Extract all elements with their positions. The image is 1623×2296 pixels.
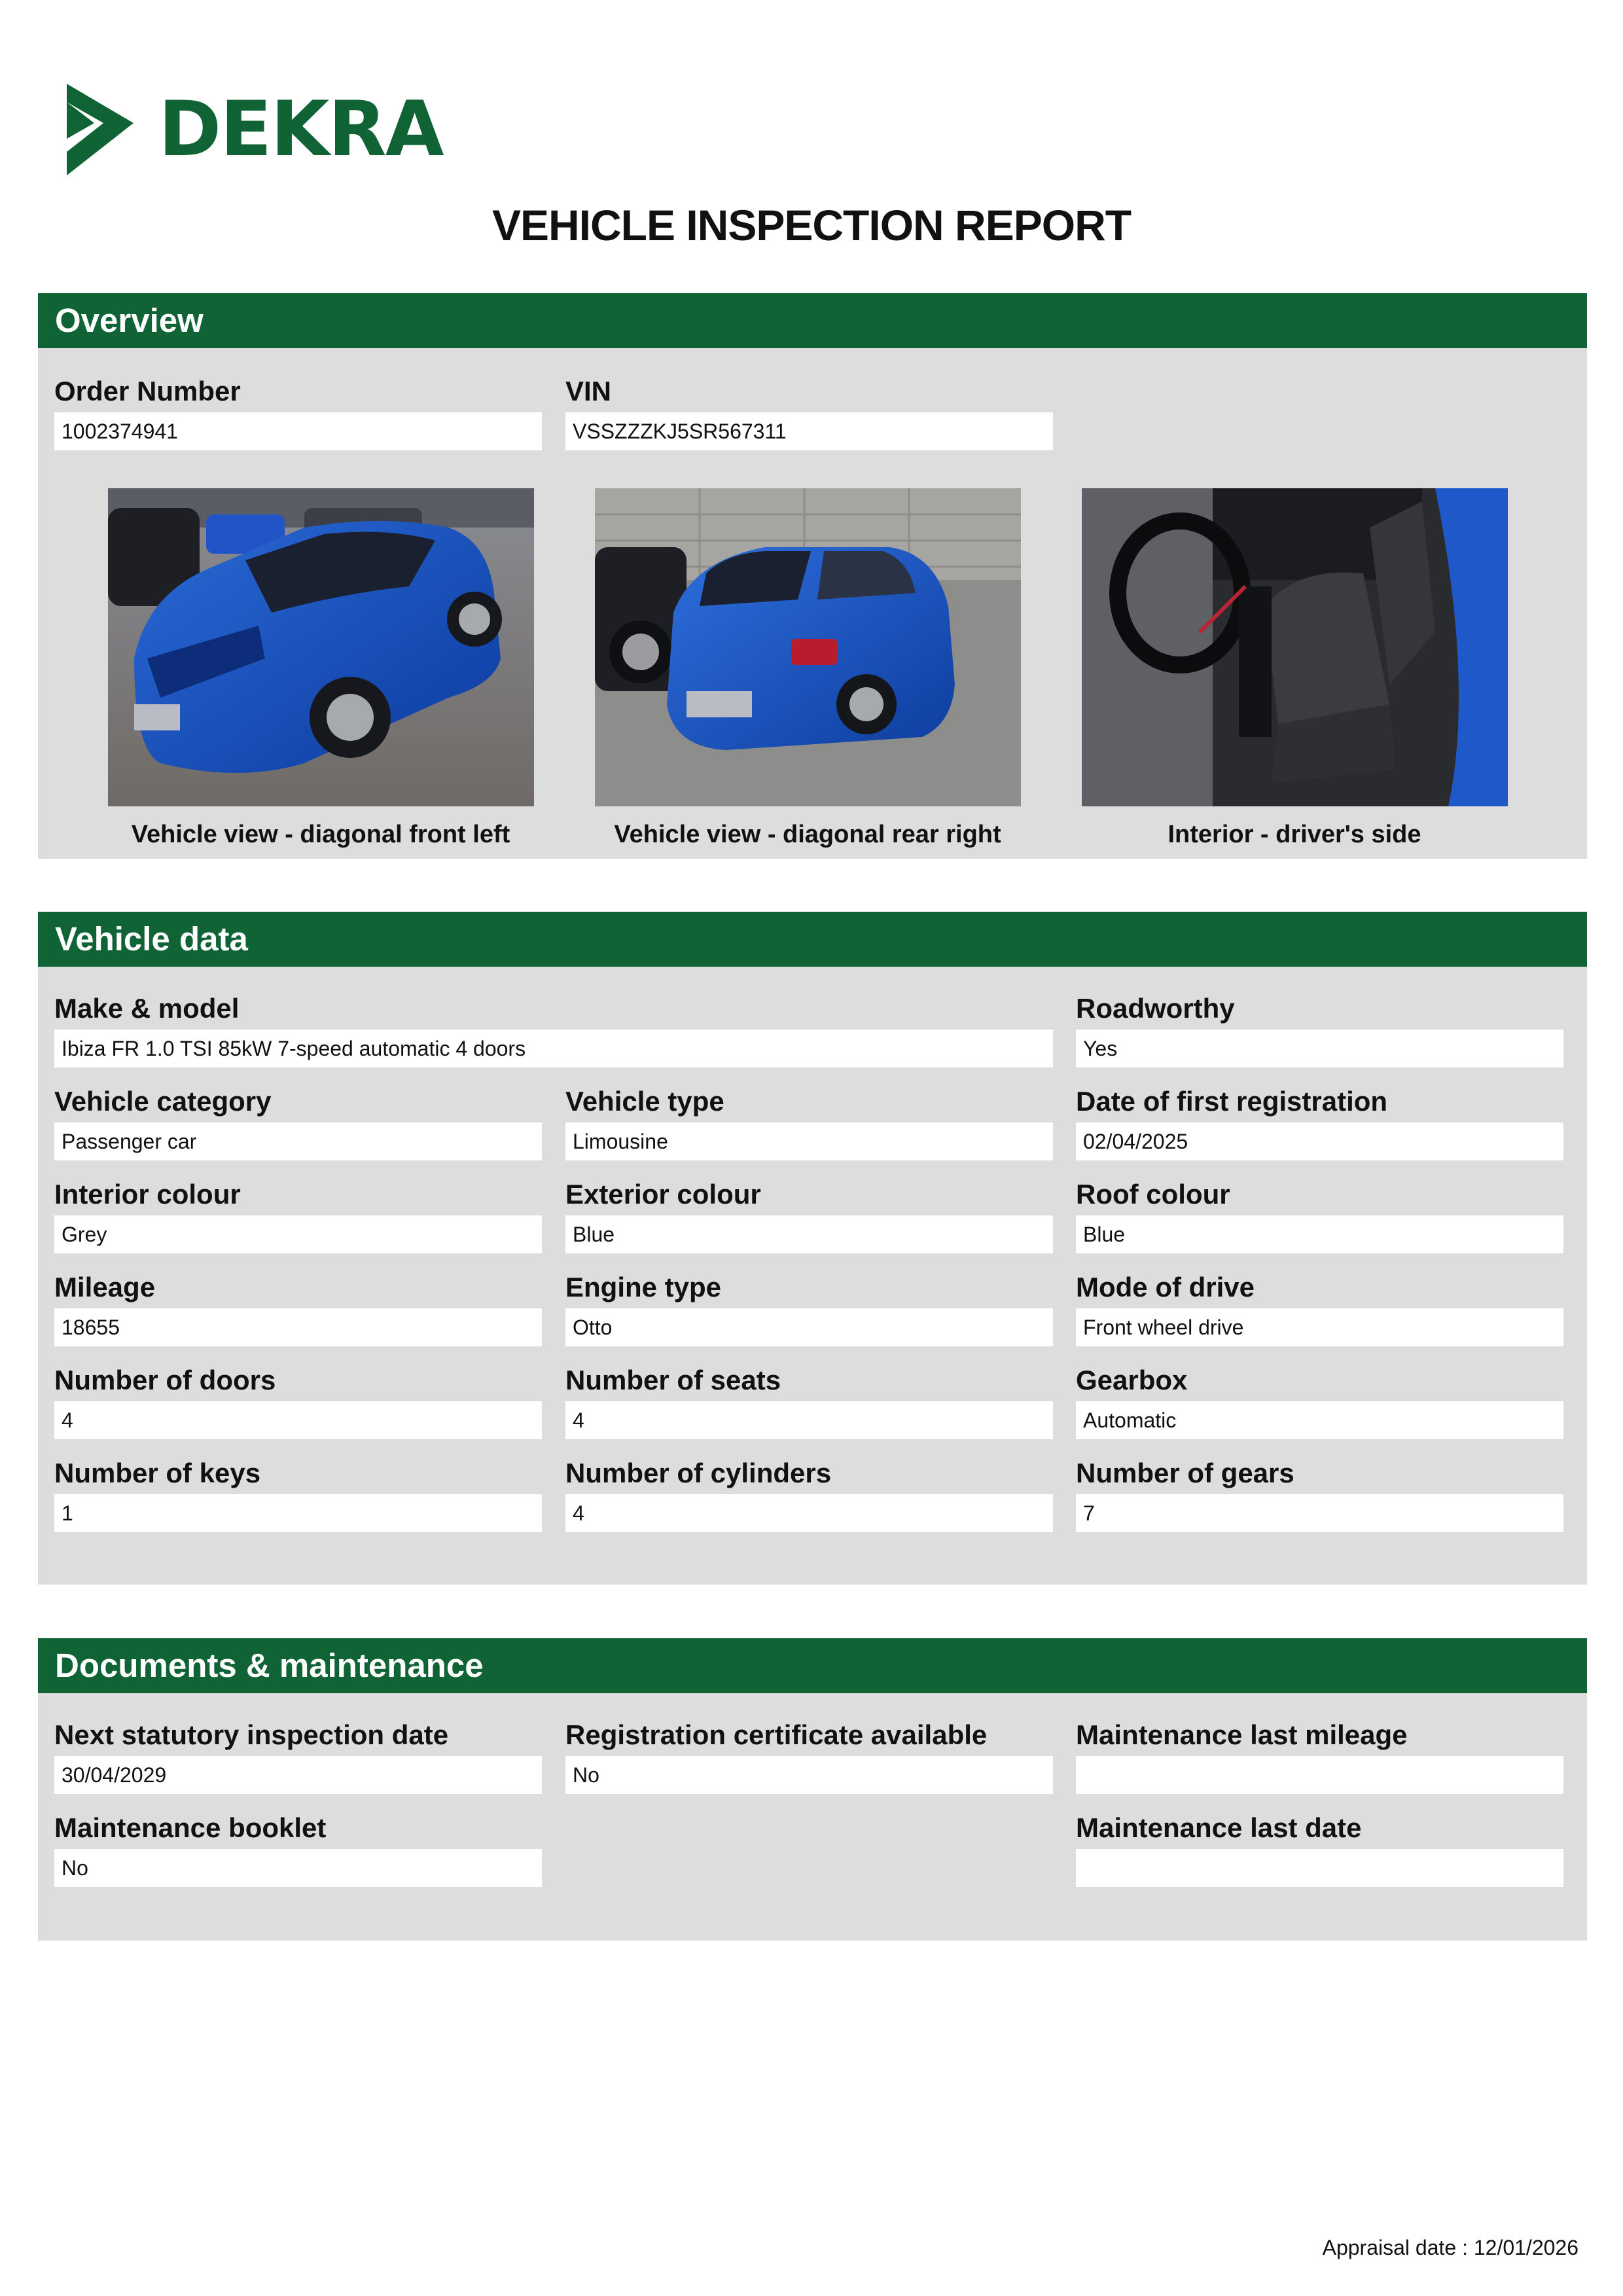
registration-certificate-label: Registration certificate available	[565, 1719, 988, 1750]
mileage-value: 18655	[54, 1308, 542, 1346]
photo-front-left-caption: Vehicle view - diagonal front left	[131, 821, 510, 848]
maintenance-last-mileage-label: Maintenance last mileage	[1076, 1719, 1408, 1750]
photo-rear-right-caption: Vehicle view - diagonal rear right	[614, 821, 1001, 848]
make-model-value: Ibiza FR 1.0 TSI 85kW 7-speed automatic 4 doors	[54, 1030, 1053, 1067]
make-model-label: Make & model	[54, 993, 240, 1024]
engine-type-value: Otto	[565, 1308, 1053, 1346]
engine-type-field	[565, 1270, 1053, 1346]
document-title: VEHICLE INSPECTION REPORT	[491, 201, 1132, 249]
number-of-gears-label: Number of gears	[1076, 1458, 1294, 1488]
number-of-doors-value: 4	[54, 1401, 542, 1439]
mode-of-drive-field	[1076, 1270, 1563, 1346]
vin-field	[565, 374, 1053, 450]
photo-interior	[1082, 488, 1508, 806]
first-registration-field	[1076, 1085, 1563, 1160]
make-model-field	[54, 992, 1053, 1067]
roadworthy-value: Yes	[1076, 1030, 1563, 1067]
documents-header: Documents & maintenance	[38, 1638, 1587, 1693]
exterior-colour-label: Exterior colour	[565, 1179, 761, 1210]
maintenance-booklet-label: Maintenance booklet	[54, 1812, 327, 1843]
documents-section	[38, 1638, 1587, 1941]
number-of-cylinders-field	[565, 1456, 1053, 1532]
vehicle-data-section	[38, 912, 1587, 1585]
next-inspection-value: 30/04/2029	[54, 1756, 542, 1794]
photo-rear-right	[595, 488, 1021, 806]
maintenance-booklet-value: No	[54, 1849, 542, 1887]
number-of-gears-value: 7	[1076, 1494, 1563, 1532]
vehicle-category-field	[54, 1085, 542, 1160]
registration-certificate-field	[565, 1718, 1053, 1794]
number-of-doors-field	[54, 1363, 542, 1439]
roof-colour-field	[1076, 1177, 1563, 1253]
maintenance-last-date-label: Maintenance last date	[1076, 1812, 1362, 1843]
roadworthy-label: Roadworthy	[1076, 993, 1235, 1024]
appraisal-date: Appraisal date : 12/01/2026	[1322, 2236, 1578, 2259]
gearbox-value: Automatic	[1076, 1401, 1563, 1439]
vehicle-type-field	[565, 1085, 1053, 1160]
order-number-value: 1002374941	[54, 412, 542, 450]
next-inspection-field	[54, 1718, 542, 1794]
mileage-field	[54, 1270, 542, 1346]
maintenance-last-mileage-value	[1076, 1756, 1563, 1794]
number-of-cylinders-value: 4	[565, 1494, 1053, 1532]
gearbox-field	[1076, 1363, 1563, 1439]
dekra-logo-text: DEKRA	[158, 85, 443, 173]
engine-type-label: Engine type	[565, 1272, 722, 1302]
number-of-gears-field	[1076, 1456, 1563, 1532]
vehicle-type-label: Vehicle type	[565, 1086, 724, 1117]
order-number-field	[54, 374, 542, 450]
overview-section	[38, 293, 1587, 859]
gearbox-label: Gearbox	[1076, 1365, 1188, 1395]
exterior-colour-field	[565, 1177, 1053, 1253]
dekra-logo	[60, 84, 443, 175]
number-of-keys-value: 1	[54, 1494, 542, 1532]
overview-header: Overview	[38, 293, 1587, 348]
vin-label: VIN	[565, 376, 612, 406]
number-of-doors-label: Number of doors	[54, 1365, 276, 1395]
number-of-seats-field	[565, 1363, 1053, 1439]
mileage-label: Mileage	[54, 1272, 156, 1302]
exterior-colour-value: Blue	[565, 1215, 1053, 1253]
registration-certificate-value: No	[565, 1756, 1053, 1794]
maintenance-last-date-value	[1076, 1849, 1563, 1887]
number-of-seats-label: Number of seats	[565, 1365, 781, 1395]
photo-front-left	[108, 488, 534, 806]
interior-colour-field	[54, 1177, 542, 1253]
vin-value: VSSZZZKJ5SR567311	[565, 412, 1053, 450]
photo-interior-caption: Interior - driver's side	[1168, 821, 1421, 848]
first-registration-value: 02/04/2025	[1076, 1122, 1563, 1160]
vehicle-category-value: Passenger car	[54, 1122, 542, 1160]
vehicle-category-label: Vehicle category	[54, 1086, 272, 1117]
roof-colour-value: Blue	[1076, 1215, 1563, 1253]
interior-colour-value: Grey	[54, 1215, 542, 1253]
maintenance-last-mileage-field	[1076, 1718, 1563, 1794]
number-of-cylinders-label: Number of cylinders	[565, 1458, 832, 1488]
order-number-label: Order Number	[54, 376, 241, 406]
mode-of-drive-value: Front wheel drive	[1076, 1308, 1563, 1346]
interior-colour-label: Interior colour	[54, 1179, 241, 1210]
dekra-logo-mark-icon	[60, 84, 134, 175]
vehicle-data-header: Vehicle data	[38, 912, 1587, 967]
vehicle-type-value: Limousine	[565, 1122, 1053, 1160]
maintenance-booklet-field	[54, 1811, 542, 1887]
first-registration-label: Date of first registration	[1076, 1086, 1388, 1117]
next-inspection-label: Next statutory inspection date	[54, 1719, 449, 1750]
number-of-seats-value: 4	[565, 1401, 1053, 1439]
mode-of-drive-label: Mode of drive	[1076, 1272, 1255, 1302]
maintenance-last-date-field	[1076, 1811, 1563, 1887]
number-of-keys-field	[54, 1456, 542, 1532]
number-of-keys-label: Number of keys	[54, 1458, 261, 1488]
roadworthy-field	[1076, 992, 1563, 1067]
roof-colour-label: Roof colour	[1076, 1179, 1230, 1210]
